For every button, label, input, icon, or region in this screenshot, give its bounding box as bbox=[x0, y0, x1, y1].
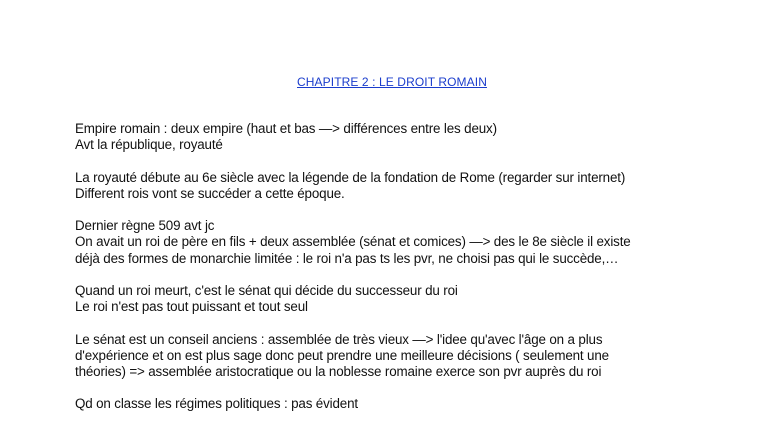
document-body bbox=[75, 121, 715, 429]
text-line: Qd on classe les régimes politiques : pas évident bbox=[75, 396, 358, 412]
text-line: Empire romain : deux empire (haut et bas —> différences entre les deux) bbox=[75, 121, 497, 136]
text-line: Quand un roi meurt, c'est le sénat qui décide du successeur du roi bbox=[75, 282, 458, 298]
text-line: La royauté débute au 6e siècle avec la légende de la fondation de Rome (regarder sur internet) bbox=[75, 169, 626, 185]
paragraph bbox=[75, 283, 715, 315]
paragraph bbox=[75, 396, 715, 412]
text-line: On avait un roi de père en fils + deux assemblée (sénat et comices) —> des le 8e siècle il existe bbox=[75, 234, 631, 250]
paragraph bbox=[75, 218, 715, 267]
text-line: Different rois vont se succéder a cette époque. bbox=[75, 185, 345, 201]
text-line: Le roi n'est pas tout puissant et tout seul bbox=[75, 299, 308, 315]
text-line: d'expérience et on est plus sage donc peut prendre une meilleure décisions ( seulement une bbox=[75, 347, 609, 363]
text-line: théories) => assemblée aristocratique ou la noblesse romaine exerce son pvr auprès du roi bbox=[75, 363, 602, 379]
text-line: Le sénat est un conseil anciens : assemblée de très vieux —> l'idee qu'avec l'âge on a plus bbox=[75, 331, 603, 347]
paragraph bbox=[75, 121, 715, 153]
text-line: déjà des formes de monarchie limitée : le roi n'a pas ts les pvr, ne choisi pas qui le succède,… bbox=[75, 250, 619, 266]
text-line: Dernier règne 509 avt jc bbox=[75, 218, 215, 234]
chapter-title: CHAPITRE 2 : LE DROIT ROMAIN bbox=[297, 75, 487, 89]
paragraph bbox=[75, 170, 715, 202]
text-line: Avt la république, royauté bbox=[75, 137, 223, 153]
paragraph bbox=[75, 332, 715, 381]
